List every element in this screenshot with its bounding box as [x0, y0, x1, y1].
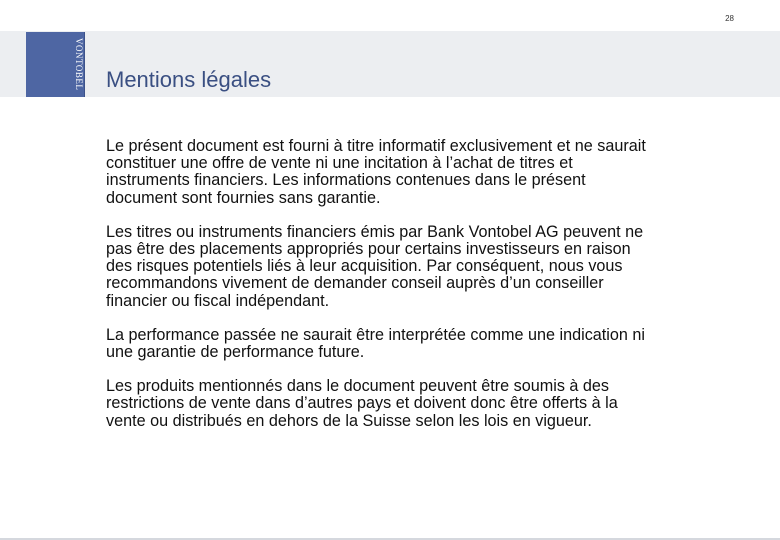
page-title: Mentions légales — [106, 67, 272, 92]
paragraph-past-performance: La performance passée ne saurait être interprétée comme une indication ni une garantie de performance future. — [106, 325, 645, 362]
paragraph-sales-restrictions: Les produits mentionnés dans le document peuvent être soumis à des restrictions de vente dans d’autres pays et doivent donc être offerts à la vente ou distribués en dehors de la Suisse selon les lois en vigueur. — [106, 377, 618, 430]
paragraph-investor-suitability: Les titres ou instruments financiers émis par Bank Vontobel AG peuvent ne pas être des placements appropriés pour certains investisseurs en raison des risques potentiels liés à leur acquisition. Par conséquent, nous vous recommandons vivement de demander conseil auprès d’un conseiller financier ou fiscal indépendant. — [106, 222, 644, 310]
page-number: 28 — [725, 14, 734, 23]
paragraph-information-disclaimer: Le présent document est fourni à titre informatif exclusivement et ne saurait constituer une offre de vente ni une incitation à l’achat de titres et instruments financiers. Les informations contenues dans le présent document sont fournies sans garantie. — [106, 137, 646, 207]
brand-logo-text: VONTOBEL — [74, 38, 84, 91]
legal-text-body — [106, 138, 646, 447]
